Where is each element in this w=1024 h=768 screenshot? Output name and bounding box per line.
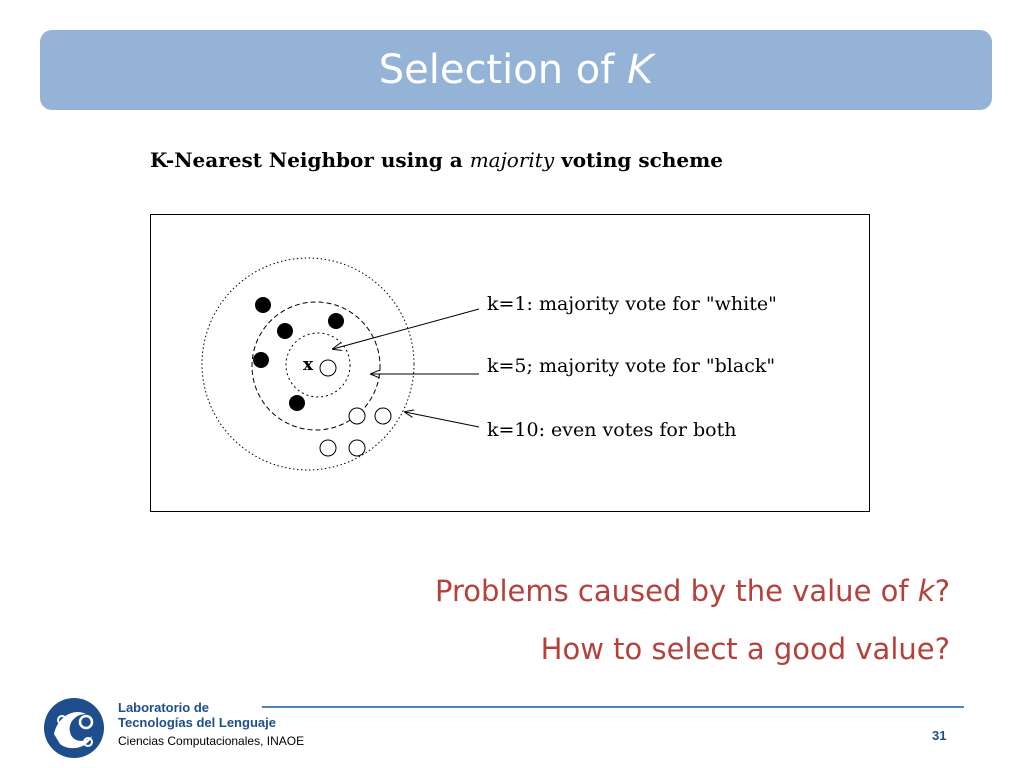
black-point <box>289 395 305 411</box>
question-select-value: How to select a good value? <box>540 632 950 666</box>
k5-annotation: k=5; majority vote for "black" <box>487 355 776 377</box>
k1-annotation: k=1: majority vote for "white" <box>487 293 777 315</box>
inaoe-logo-icon <box>40 694 112 762</box>
white-point <box>349 408 365 424</box>
page-number: 31 <box>932 728 947 743</box>
question-problems <box>435 574 950 608</box>
question-1-mark: ? <box>934 574 950 608</box>
k10-annotation: k=10: even votes for both <box>487 419 737 441</box>
title-bar <box>40 30 992 110</box>
k10-arrow <box>405 412 479 427</box>
question-1-text: Problems caused by the value of <box>435 574 909 608</box>
black-point <box>328 313 344 329</box>
lab-name-line-2: Tecnologías del Lenguaje <box>118 715 276 730</box>
black-point <box>255 297 271 313</box>
lab-affiliation: Ciencias Computacionales, INAOE <box>118 734 305 748</box>
white-point <box>349 440 365 456</box>
slide-title <box>379 47 654 93</box>
black-point <box>253 352 269 368</box>
slide-title-variable: K <box>627 47 654 93</box>
figure-caption <box>150 148 723 172</box>
white-point <box>320 360 336 376</box>
k1-neighborhood-circle <box>286 333 350 397</box>
lab-name <box>118 700 276 730</box>
lab-name-line-1: Laboratorio de <box>118 700 210 715</box>
white-point <box>375 408 391 424</box>
caption-part-1: K-Nearest Neighbor using a <box>150 148 463 172</box>
knn-diagram <box>150 214 870 512</box>
slide-title-text: Selection of <box>378 47 615 93</box>
footer-divider <box>262 706 964 708</box>
question-1-variable: k <box>917 574 935 608</box>
query-point-label: x <box>303 355 314 375</box>
caption-part-2: voting scheme <box>561 148 723 172</box>
black-point <box>277 323 293 339</box>
caption-emphasis: majority <box>469 148 555 172</box>
k1-arrow <box>333 309 479 349</box>
white-point <box>320 440 336 456</box>
